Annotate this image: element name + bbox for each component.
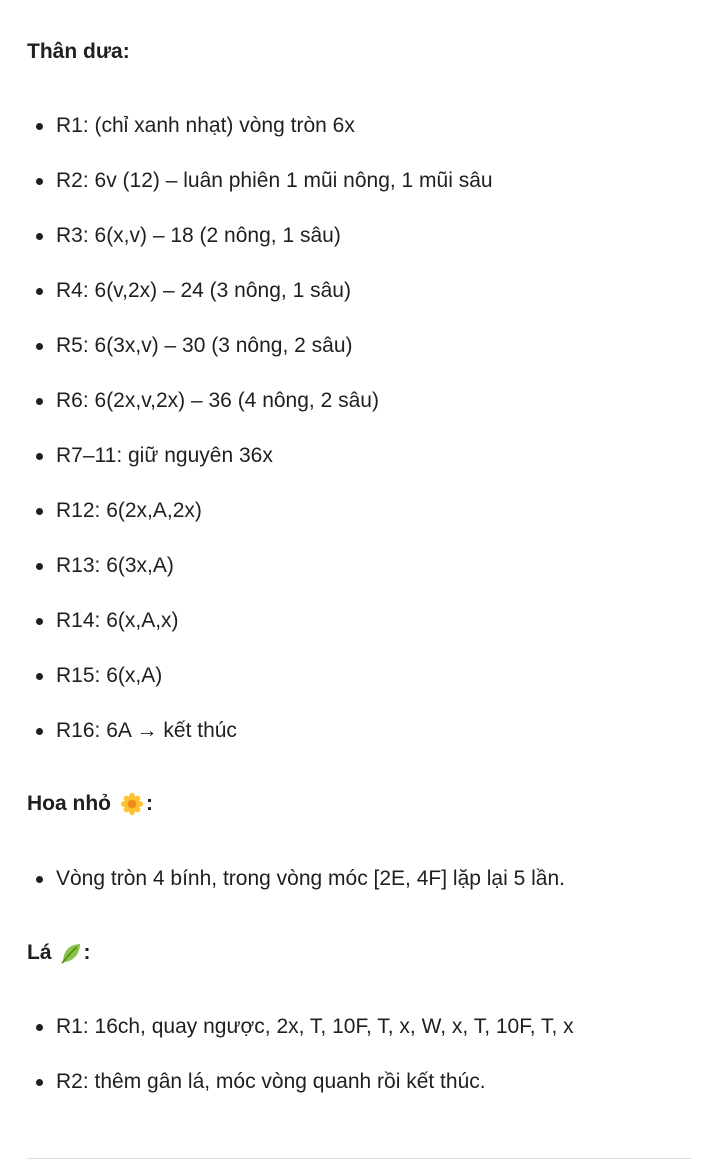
list-item xyxy=(36,330,353,362)
section-title: Hoa nhỏ xyxy=(27,792,111,815)
list-item-text: R3: 6(x,v) – 18 (2 nông, 1 sâu) xyxy=(56,224,341,247)
section-title-suffix: : xyxy=(83,941,91,964)
bullet-icon xyxy=(36,1079,43,1086)
list-item xyxy=(36,165,493,197)
section-heading-la xyxy=(27,939,91,967)
list-item-text: R2: 6v (12) – luân phiên 1 mũi nông, 1 mũi sâu xyxy=(56,169,493,192)
bullet-icon xyxy=(36,398,43,405)
bullet-icon xyxy=(36,673,43,680)
bullet-icon xyxy=(36,876,43,883)
list-item-text: R1: 16ch, quay ngược, 2x, T, 10F, T, x, W, x, T, 10F, T, x xyxy=(56,1015,574,1038)
list-item-text: R7–11: giữ nguyên 36x xyxy=(56,444,273,467)
section-title: Lá xyxy=(27,941,52,964)
list-item-text: R14: 6(x,A,x) xyxy=(56,609,179,632)
flower-icon xyxy=(120,792,144,816)
list-item xyxy=(36,385,379,417)
list-item xyxy=(36,110,355,142)
list-item xyxy=(36,550,174,582)
list-item-text: Vòng tròn 4 bính, trong vòng móc [2E, 4F] lặp lại 5 lần. xyxy=(56,867,565,890)
bullet-icon xyxy=(36,178,43,185)
section-heading-hoa-nho xyxy=(27,790,153,818)
list-item xyxy=(36,660,162,692)
bullet-icon xyxy=(36,233,43,240)
list-item-text: R13: 6(3x,A) xyxy=(56,554,174,577)
bullet-icon xyxy=(36,453,43,460)
list-item xyxy=(36,605,179,637)
leaf-icon xyxy=(60,941,82,965)
bullet-icon xyxy=(36,563,43,570)
list-item xyxy=(36,715,237,747)
bullet-icon xyxy=(36,343,43,350)
list-item-text: R6: 6(2x,v,2x) – 36 (4 nông, 2 sâu) xyxy=(56,389,379,412)
list-item-text: R4: 6(v,2x) – 24 (3 nông, 1 sâu) xyxy=(56,279,351,302)
divider xyxy=(27,1158,692,1159)
list-item xyxy=(36,1011,574,1043)
list-item xyxy=(36,275,351,307)
list-item xyxy=(36,1066,486,1098)
bullet-icon xyxy=(36,618,43,625)
bullet-icon xyxy=(36,288,43,295)
section-title-suffix: : xyxy=(146,792,153,815)
list-item-text: R5: 6(3x,v) – 30 (3 nông, 2 sâu) xyxy=(56,334,353,357)
list-item-text: R1: (chỉ xanh nhạt) vòng tròn 6x xyxy=(56,114,355,137)
list-item xyxy=(36,863,565,895)
list-item-text: R15: 6(x,A) xyxy=(56,664,163,687)
list-item-text: R12: 6(2x,A,2x) xyxy=(56,499,202,522)
list-item xyxy=(36,440,273,472)
bullet-icon xyxy=(36,123,43,130)
list-item-text: R16: 6A → kết thúc xyxy=(56,719,237,742)
bullet-icon xyxy=(36,1024,43,1031)
list-item xyxy=(36,220,341,252)
section-title: Thân dưa: xyxy=(27,40,130,63)
section-heading-than-dua xyxy=(27,38,130,66)
bullet-icon xyxy=(36,508,43,515)
list-item xyxy=(36,495,202,527)
list-item-text: R2: thêm gân lá, móc vòng quanh rồi kết thúc. xyxy=(56,1070,486,1093)
bullet-icon xyxy=(36,728,43,735)
